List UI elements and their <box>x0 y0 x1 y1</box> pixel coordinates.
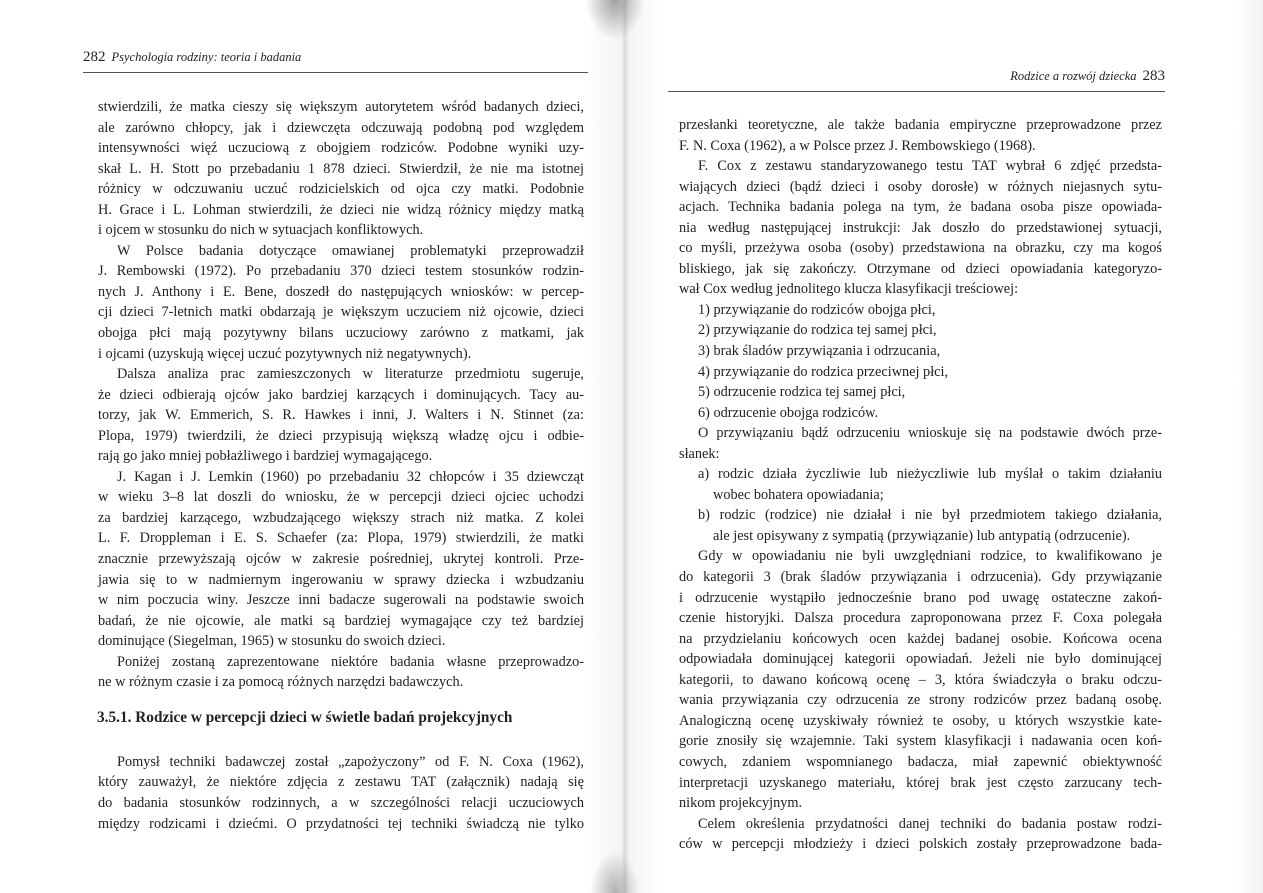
text-line: ale jest opisywany z sympatią (przywiązanie) lub antypatią (odrzucenie). <box>713 527 1131 544</box>
text-line: nia według następującej instrukcji: Jak doszło do przedstawionej sytuacji, <box>679 219 1162 236</box>
header-rule <box>668 91 1165 92</box>
text-line: kategorii, to dawano końcową ocenę – 3, która świadczyła o braku odczu- <box>679 671 1162 688</box>
section-heading: 3.5.1. Rodzice w percepcji dzieci w świetle badań projekcyjnych <box>97 708 513 726</box>
scan-spine-artifact-bottom <box>590 850 640 893</box>
text-line: badań, że nie ojcowie, ale matki są bardziej wymagające czy też bardziej <box>98 612 584 629</box>
list-item <box>679 464 1162 505</box>
paragraph <box>679 546 1162 813</box>
list-item: 1) przywiązanie do rodziców obojga płci, <box>698 301 936 318</box>
running-header-right <box>1004 68 1165 85</box>
text-line: skał L. H. Stott po przebadaniu 1 878 dzieci. Stwierdził, że nie ma istotnej <box>98 160 584 177</box>
paragraph <box>679 423 1162 464</box>
scan-spine-artifact-top <box>585 0 645 40</box>
text-line: odpowiadała dominującej kategorii opowiadań. Jeżeli nie było dominującej <box>679 651 1162 668</box>
text-line: w wieku 3–8 lat doszli do wniosku, że w percepcji dzieci ojciec uchodzi <box>98 489 584 506</box>
text-line: b) rodzic (rodzice) nie działał i nie był przedmiotem takiego działania, <box>698 507 1162 524</box>
text-line: cji dzieci 7-letnich matki obdarzają je większym uczuciem niż ojcowie, dzieci <box>98 304 584 321</box>
running-header-left <box>83 49 307 66</box>
text-line: interpretacji uzyskanego materiału, której brak jest często zarzucany tech- <box>679 774 1162 791</box>
text-line: stwierdzili, że matka cieszy się większym autorytetem wśród badanych dzieci, <box>98 99 584 115</box>
text-line: Dalsza analiza prac zamieszczonych w literaturze przedmiotu sugeruje, <box>117 366 584 383</box>
text-line: i odrzucenie wystąpiło jednocześnie brano pod uwagę ostateczne zakoń- <box>679 589 1162 606</box>
text-line: ne w różnym czasie i za pomocą różnych narzędzi badawczych. <box>98 674 464 691</box>
running-title: Rodzice a rozwój dziecka <box>1010 69 1137 83</box>
text-line: F. Cox z zestawu standaryzowanego testu TAT wybrał 6 zdjęć przedsta- <box>698 158 1162 175</box>
text-line: O przywiązaniu bądź odrzuceniu wnioskuje się na podstawie dwóch prze- <box>698 425 1162 442</box>
list-item: 6) odrzucenie obojga rodziców. <box>698 404 879 421</box>
text-line: wał Cox według jednolitego klucza klasyfikacji treściowej: <box>679 281 1019 298</box>
text-line: że dzieci odbierają ojców jako bardziej karzących i dominujących. Tacy au- <box>98 386 584 403</box>
header-rule <box>83 72 588 73</box>
text-line: dominujące (Siegelman, 1965) w stosunku do swoich dzieci. <box>98 633 446 650</box>
text-line: J. Kagan i J. Lemkin (1960) po przebadaniu 32 chłopców i 35 dziewcząt <box>117 468 584 485</box>
text-line: cowych, zdaniem wspomnianego badacza, miał zapewnić obiektywność <box>679 753 1162 770</box>
right-page-body <box>679 115 1162 855</box>
book-gutter-shadow <box>585 0 665 893</box>
text-line: do badania stosunków rodzinnych, a w szczególności relacji uczuciowych <box>98 794 584 811</box>
list-item <box>679 505 1162 546</box>
list-item: 3) brak śladów przywiązania i odrzucania, <box>698 343 941 360</box>
category-list <box>679 300 1162 423</box>
text-line: torzy, jak W. Emmerich, S. R. Hawkes i inni, J. Walters i N. Stinnet (za: <box>98 407 584 424</box>
text-line: bliskiego, jak się zakończy. Otrzymane od dzieci opowiadania kategoryzo- <box>679 260 1162 277</box>
text-line: jawia się to w nadmiernym ingerowaniu w sprawy dziecka i wzbudzaniu <box>98 571 584 588</box>
text-line: i ojcem w stosunku do nich w sytuacjach konfliktowych. <box>98 222 424 239</box>
paragraph <box>98 752 584 834</box>
list-item: 5) odrzucenie rodzica tej samej płci, <box>698 384 906 401</box>
page-number: 283 <box>1142 68 1165 84</box>
text-line: wiających dzieci (bądź dzieci i osoby dorosłe) w różnych niejasnych sytu- <box>679 178 1162 195</box>
text-line: w nim poczucia winy. Jeszcze inni badacze sugerowali na podstawie swoich <box>98 592 584 609</box>
text-line: a) rodzic działa życzliwie lub nieżyczliwie lub myślał o takim działaniu <box>698 466 1162 483</box>
text-line: F. N. Coxa (1962), a w Polsce przez J. Rembowskiego (1968). <box>679 137 1036 154</box>
text-line: czenie historyjki. Dalsza procedura zaproponowana przez F. Coxa polegała <box>679 610 1162 627</box>
text-line: acjach. Technika badania polega na tym, że badana osoba pisze opowiada- <box>679 199 1162 216</box>
text-line: na przydzielaniu końcowych ocen każdej badanej osobie. Końcowa ocena <box>679 630 1162 647</box>
text-line: nych J. Anthony i E. Bene, doszedł do następujących wniosków: w percep- <box>98 283 584 300</box>
paragraph <box>679 814 1162 855</box>
text-line: Plopa, 1979) twierdzili, że dzieci przypisują większą władzę ojcu i odbie- <box>98 427 584 444</box>
text-line: do kategorii 3 (brak śladów przywiązania i odrzucenia). Gdy przywiązanie <box>679 569 1162 586</box>
text-line: Gdy w opowiadaniu nie byli uwzględniani rodzice, to kwalifikowano je <box>698 548 1162 565</box>
text-line: Poniżej zostaną zaprezentowane niektóre badania własne przeprowadzo- <box>117 653 584 670</box>
text-line: W Polsce badania dotyczące omawianej problematyki przeprowadził <box>117 242 584 259</box>
text-line: Pomysł techniki badawczej został „zapożyczony” od F. N. Coxa (1962), <box>117 753 584 770</box>
text-line: intensywności więź uczuciową z obojgiem rodziców. Podobne wyniki uzy- <box>98 140 584 157</box>
paragraph <box>98 241 584 364</box>
text-line: znacznie przewyższają ojców w zakresie pośredniej, ukrytej kontroli. Prze- <box>98 551 584 568</box>
text-line: H. Grace i L. Lohman stwierdzili, że dzieci nie widzą różnicy między matką <box>98 201 584 218</box>
text-line: gorie znosiły się wzajemnie. Taki system klasyfikacji i nadawania ocen koń- <box>679 733 1162 750</box>
text-line: obojga płci mają pozytywny bilans uczuciowy zarówno z matkami, jak <box>98 325 584 342</box>
text-line: różnicy w odczuwaniu uczuć rodzicielskich od ojca czy matki. Podobnie <box>98 181 584 198</box>
text-line: między rodzicami i dziećmi. O przydatności tej techniki świadczą nie tylko <box>98 815 584 832</box>
list-item: 2) przywiązanie do rodzica tej samej płci, <box>698 322 937 339</box>
paragraph <box>679 156 1162 300</box>
left-page-body <box>98 97 584 834</box>
text-line: który zauważył, że niektóre zdjęcia z zestawu TAT (załącznik) nadają się <box>98 774 584 791</box>
text-line: Analogiczną ocenę uzyskiwały również te osoby, u których wszystkie kate- <box>679 712 1162 729</box>
text-line: za bardziej karzącego, wzbudzającego większy strach niż matka. Z kolei <box>98 509 584 526</box>
running-title: Psychologia rodziny: teoria i badania <box>111 50 302 64</box>
text-line: wania przywiązania czy odrzucenia ze strony rodziców przez badaną osobę. <box>679 692 1162 709</box>
text-line: przesłanki teoretyczne, ale także badania empiryczne przeprowadzone przez <box>679 117 1162 133</box>
text-line: nikom projekcyjnym. <box>679 795 803 812</box>
paragraph <box>98 364 584 467</box>
paragraph <box>98 467 584 652</box>
text-line: i ojcami (uzyskują więcej uczuć pozytywnych niż negatywnych). <box>98 345 472 362</box>
text-line: ale zarówno chłopcy, jak i dziewczęta odczuwają podobną pod względem <box>98 119 584 136</box>
paragraph <box>98 97 584 241</box>
page-edge-shadow <box>1238 0 1263 893</box>
text-line: Celem określenia przydatności danej techniki do badania postaw rodzi- <box>698 815 1162 832</box>
text-line: L. F. Droppleman i E. S. Schaefer (za: Plopa, 1979) stwierdzili, że matki <box>98 530 584 547</box>
text-line: co myśli, przeżywa osoba (osoby) przedstawiona na obrazku, czy ma kogoś <box>679 240 1162 257</box>
text-line: ców w percepcji młodzieży i dzieci polskich zostały przeprowadzone bada- <box>679 836 1162 853</box>
text-line: słanek: <box>679 445 720 462</box>
page-number: 282 <box>83 49 106 65</box>
text-line: J. Rembowski (1972). Po przebadaniu 370 dzieci testem stosunków rodzin- <box>98 263 584 280</box>
list-item: 4) przywiązanie do rodzica przeciwnej płci, <box>698 363 949 380</box>
paragraph <box>98 652 584 693</box>
text-line: rają go jako mniej pobłażliwego i bardziej wymagającego. <box>98 448 433 465</box>
paragraph <box>679 115 1162 156</box>
text-line: wobec bohatera opowiadania; <box>713 486 884 503</box>
